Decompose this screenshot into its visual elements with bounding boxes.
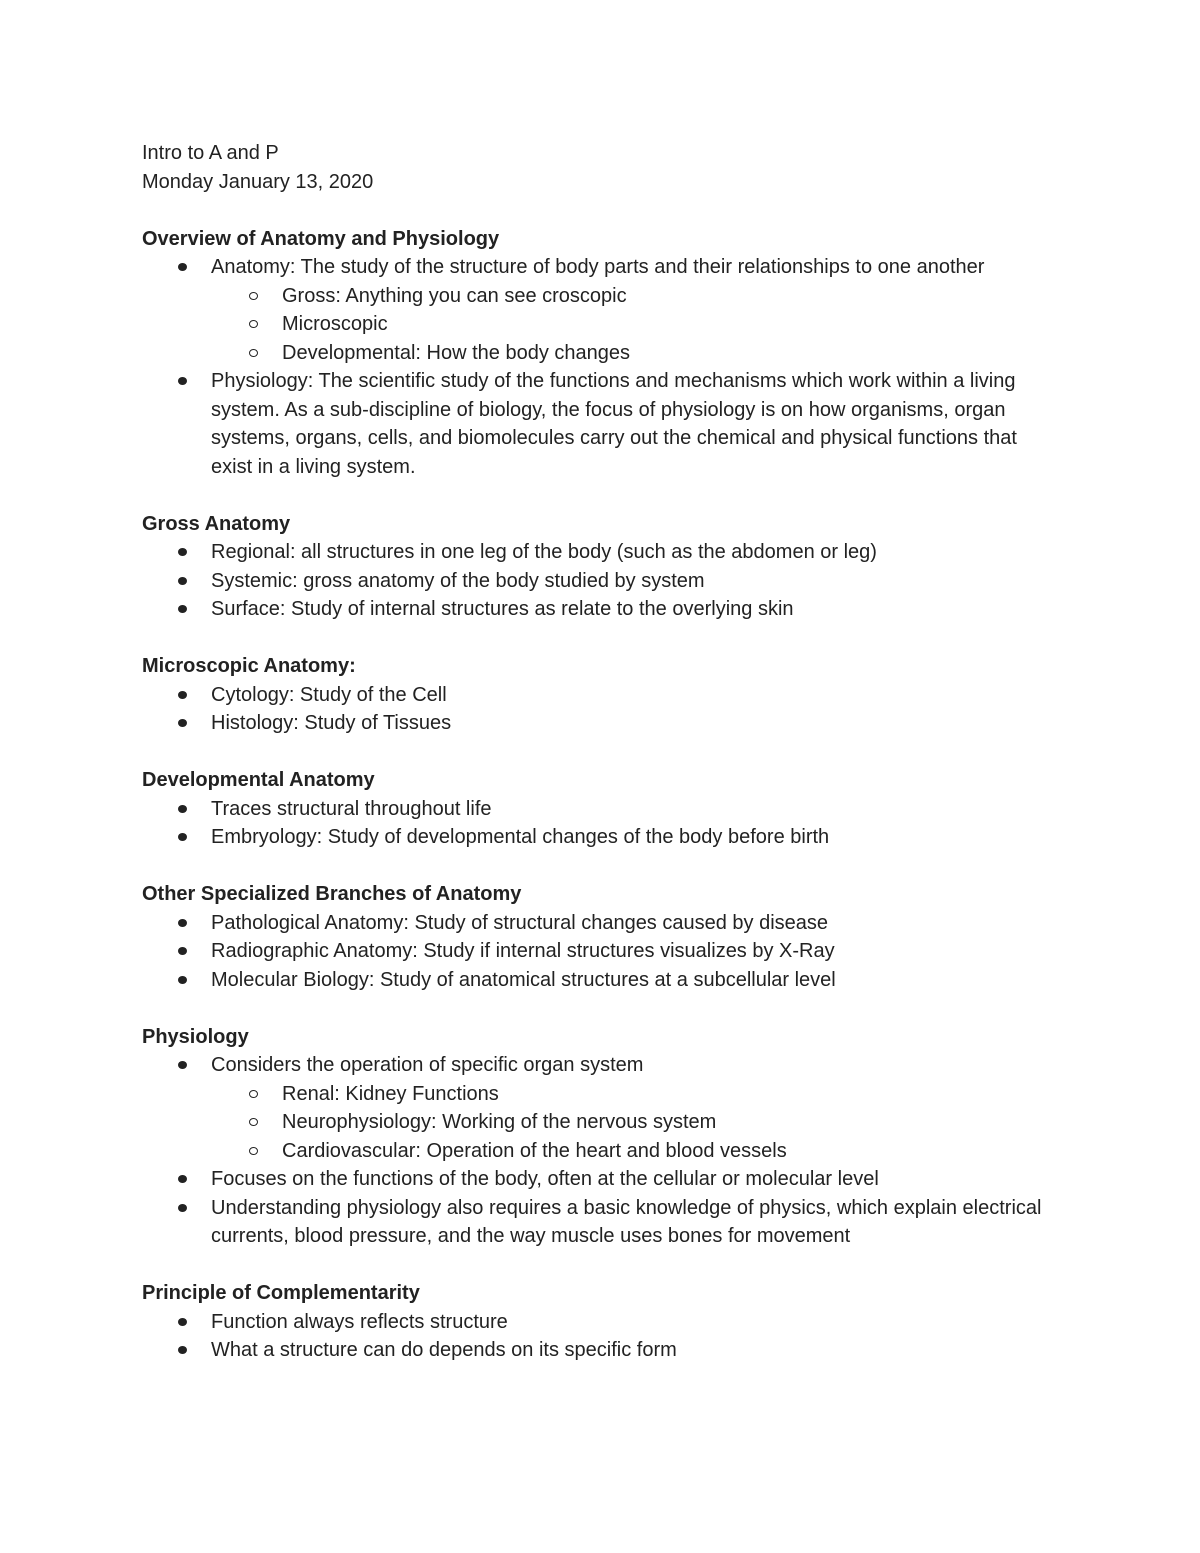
section-heading: Physiology [142, 1025, 249, 1048]
spacer [142, 481, 1062, 510]
bullet-icon [178, 1346, 187, 1354]
list-item [142, 567, 1062, 596]
list-item [142, 795, 1062, 824]
sub-list-item [142, 1108, 1062, 1137]
bullet-icon [178, 719, 187, 727]
section-heading: Principle of Complementarity [142, 1282, 420, 1304]
bullet-icon [178, 1175, 187, 1183]
list-item [142, 681, 1062, 710]
list-item [142, 937, 1062, 966]
list-item [142, 909, 1062, 938]
bullet-icon [178, 833, 187, 841]
bullet-icon [178, 805, 187, 813]
sub-list-item-text: Neurophysiology: Working of the nervous system [282, 1111, 717, 1133]
section-overview [142, 225, 1062, 482]
spacer [142, 994, 1062, 1023]
list-item-text: Understanding physiology also requires a basic knowledge of physics, which explain electrical currents, blood pressure, and the way muscle uses bones for movement [211, 1196, 1042, 1247]
sub-list-item-text: Microscopic [282, 313, 388, 335]
list-item-text: Molecular Biology: Study of anatomical structures at a subcellular level [211, 968, 836, 991]
sub-list-item [142, 282, 1062, 311]
section-microscopic-anatomy [142, 652, 1062, 738]
sub-bullet-icon [249, 349, 258, 357]
bullet-icon [178, 377, 187, 385]
sub-bullet-icon [249, 292, 258, 300]
list-item-text: Anatomy: The study of the structure of body parts and their relationships to one another [211, 256, 985, 278]
section-other-branches [142, 880, 1062, 994]
sub-bullet-icon [249, 1118, 258, 1126]
bullet-icon [178, 263, 187, 271]
section-heading: Gross Anatomy [142, 512, 291, 535]
bullet-icon [178, 548, 187, 556]
bullet-icon [178, 976, 187, 984]
sub-list-item [142, 1080, 1062, 1109]
list-item-text: What a structure can do depends on its specific form [211, 1339, 677, 1361]
list-item-text: Cytology: Study of the Cell [211, 683, 447, 706]
section-developmental-anatomy [142, 766, 1062, 852]
list-item [142, 966, 1062, 995]
spacer [142, 852, 1062, 881]
bullet-icon [178, 605, 187, 613]
list-item-text: Physiology: The scientific study of the functions and mechanisms which work within a living system. As a sub-discipline of biology, the focus of physiology is on how organisms, organ systems, organs, cells, and biomolecules carry out the chemical and physical functions that exist in a living system. [211, 370, 1017, 478]
section-heading: Overview of Anatomy and Physiology [142, 227, 500, 250]
bullet-list [142, 909, 1062, 995]
list-item-text: Considers the operation of specific organ system [211, 1054, 644, 1076]
list-item [142, 595, 1062, 624]
sub-list-item [142, 1137, 1062, 1166]
bullet-list [142, 681, 1062, 738]
list-item [142, 538, 1062, 567]
document-date: Monday January 13, 2020 [142, 170, 374, 193]
list-item-text: Surface: Study of internal structures as relate to the overlying skin [211, 598, 794, 620]
list-item [142, 253, 1062, 282]
sub-list-item-text: Developmental: How the body changes [282, 341, 630, 364]
sub-list-item-text: Gross: Anything you can see croscopic [282, 284, 627, 307]
bullet-icon [178, 919, 187, 927]
bullet-list [142, 795, 1062, 852]
list-item [142, 1336, 1062, 1365]
list-item-text: Function always reflects structure [211, 1310, 508, 1333]
bullet-icon [178, 691, 187, 699]
sub-list-item-text: Renal: Kidney Functions [282, 1082, 499, 1105]
bullet-icon [178, 1061, 187, 1069]
document-body [142, 139, 1062, 1365]
document-title: Intro to A and P [142, 142, 279, 164]
list-item [142, 1194, 1062, 1251]
section-heading: Developmental Anatomy [142, 769, 375, 791]
list-item-text: Embryology: Study of developmental changes of the body before birth [211, 826, 830, 848]
list-item [142, 709, 1062, 738]
list-item [142, 367, 1062, 481]
list-item-text: Traces structural throughout life [211, 797, 492, 820]
sub-bullet-icon [249, 1090, 258, 1098]
bullet-icon [178, 1318, 187, 1326]
spacer [142, 624, 1062, 653]
sub-list-item [142, 310, 1062, 339]
list-item-text: Systemic: gross anatomy of the body studied by system [211, 569, 705, 592]
sub-bullet-icon [249, 1147, 258, 1155]
list-item-text: Focuses on the functions of the body, often at the cellular or molecular level [211, 1168, 879, 1190]
spacer [142, 196, 1062, 225]
bullet-list [142, 1051, 1062, 1251]
spacer [142, 1251, 1062, 1280]
section-gross-anatomy [142, 510, 1062, 624]
section-heading: Microscopic Anatomy: [142, 655, 356, 677]
list-item-text: Radiographic Anatomy: Study if internal structures visualizes by X-Ray [211, 940, 835, 962]
section-heading: Other Specialized Branches of Anatomy [142, 883, 522, 905]
list-item [142, 1051, 1062, 1080]
bullet-list [142, 538, 1062, 624]
list-item-text: Histology: Study of Tissues [211, 712, 452, 734]
sub-list-item [142, 339, 1062, 368]
bullet-list [142, 253, 1062, 481]
list-item-text: Regional: all structures in one leg of the body (such as the abdomen or leg) [211, 541, 877, 563]
section-physiology [142, 1023, 1062, 1251]
bullet-icon [178, 577, 187, 585]
list-item [142, 1308, 1062, 1337]
section-complementarity [142, 1279, 1062, 1365]
bullet-icon [178, 947, 187, 955]
sub-list-item-text: Cardiovascular: Operation of the heart and blood vessels [282, 1139, 787, 1162]
sub-bullet-icon [249, 320, 258, 328]
list-item-text: Pathological Anatomy: Study of structural changes caused by disease [211, 911, 829, 934]
bullet-icon [178, 1204, 187, 1212]
list-item [142, 1165, 1062, 1194]
bullet-list [142, 1308, 1062, 1365]
spacer [142, 738, 1062, 767]
list-item [142, 823, 1062, 852]
